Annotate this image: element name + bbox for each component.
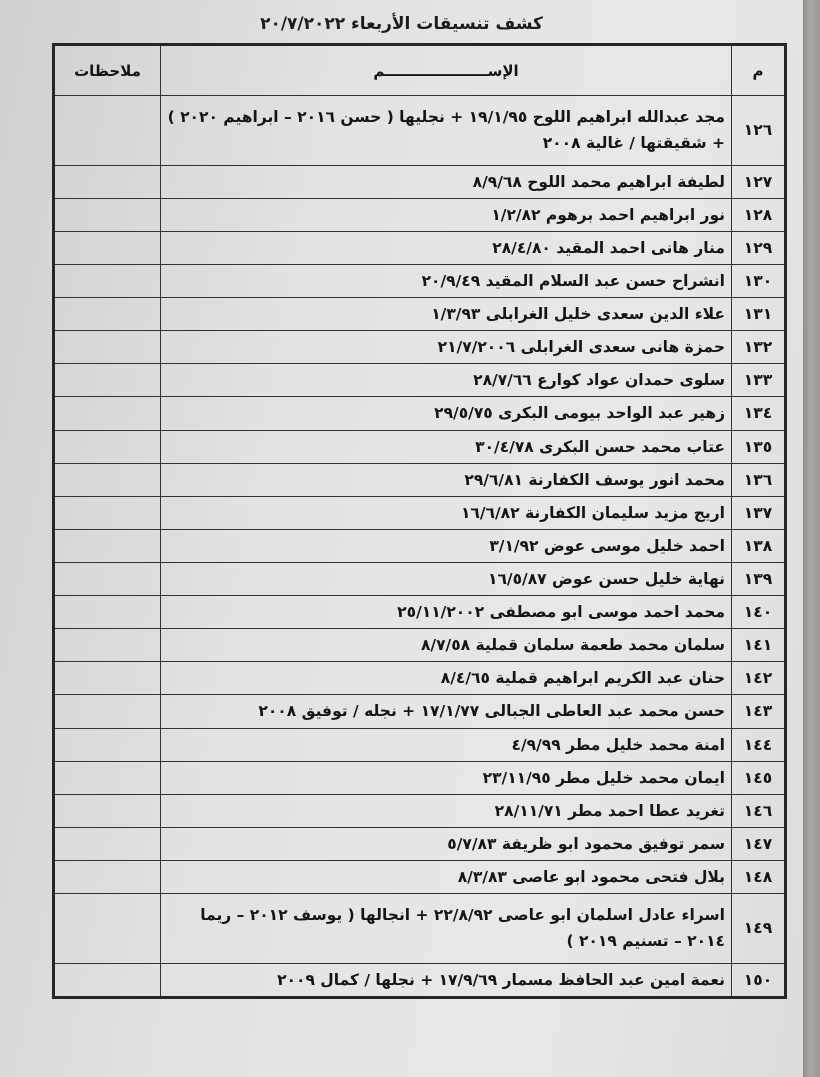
row-number: ١٤٢ xyxy=(732,662,786,695)
row-name: حنان عبد الكريم ابراهيم قملية ٨/٤/٦٥ xyxy=(161,662,732,695)
row-name: منار هانى احمد المقيد ٢٨/٤/٨٠ xyxy=(161,231,732,264)
row-name: مجد عبدالله ابراهيم اللوح ١٩/١/٩٥ + نجليها ( حسن ٢٠١٦ – ابراهيم ٢٠٢٠ ) + شقيقتها / غالية ٢٠٠٨ xyxy=(161,96,732,166)
header-notes: ملاحظات xyxy=(54,45,161,96)
table-row xyxy=(54,562,786,595)
row-number: ١٣٢ xyxy=(732,331,786,364)
row-notes xyxy=(54,662,161,695)
row-notes xyxy=(54,827,161,860)
row-number: ١٣٣ xyxy=(732,364,786,397)
row-number: ١٣١ xyxy=(732,298,786,331)
table-row xyxy=(54,231,786,264)
row-number: ١٤٩ xyxy=(732,894,786,964)
row-number: ١٣٠ xyxy=(732,264,786,297)
table-row xyxy=(54,529,786,562)
row-number: ١٣٥ xyxy=(732,430,786,463)
row-name: سلمان محمد طعمة سلمان قملية ٨/٧/٥٨ xyxy=(161,629,732,662)
document-title: كشف تنسيقات الأربعاء ٢٠/٧/٢٠٢٢ xyxy=(260,14,543,34)
row-notes xyxy=(54,264,161,297)
row-name: امنة محمد خليل مطر ٤/٩/٩٩ xyxy=(161,728,732,761)
row-number: ١٤١ xyxy=(732,629,786,662)
row-number: ١٥٠ xyxy=(732,963,786,997)
table-row xyxy=(54,963,786,997)
row-name: تغريد عطا احمد مطر ٢٨/١١/٧١ xyxy=(161,794,732,827)
table-row xyxy=(54,794,786,827)
table-row xyxy=(54,596,786,629)
row-notes xyxy=(54,463,161,496)
row-number: ١٤٤ xyxy=(732,728,786,761)
row-name: نهاية خليل حسن عوض ١٦/٥/٨٧ xyxy=(161,562,732,595)
row-notes xyxy=(54,165,161,198)
row-notes xyxy=(54,761,161,794)
row-name: احمد خليل موسى عوض ٣/١/٩٢ xyxy=(161,529,732,562)
row-number: ١٤٣ xyxy=(732,695,786,728)
row-number: ١٤٨ xyxy=(732,860,786,893)
row-number: ١٤٦ xyxy=(732,794,786,827)
table-row xyxy=(54,463,786,496)
row-name: ايمان محمد خليل مطر ٢٣/١١/٩٥ xyxy=(161,761,732,794)
row-name: علاء الدين سعدى خليل الغرابلى ١/٣/٩٣ xyxy=(161,298,732,331)
row-number: ١٣٨ xyxy=(732,529,786,562)
row-notes xyxy=(54,695,161,728)
table-header-row xyxy=(54,45,786,96)
row-number: ١٢٧ xyxy=(732,165,786,198)
row-notes xyxy=(54,198,161,231)
table-row xyxy=(54,860,786,893)
table-row xyxy=(54,662,786,695)
table-row xyxy=(54,198,786,231)
row-name: نعمة امين عبد الحافظ مسمار ١٧/٩/٦٩ + نجلها / كمال ٢٠٠٩ xyxy=(161,963,732,997)
row-name: محمد احمد موسى ابو مصطفى ٢٥/١١/٢٠٠٢ xyxy=(161,596,732,629)
table-row xyxy=(54,430,786,463)
row-number: ١٤٧ xyxy=(732,827,786,860)
row-name: نور ابراهيم احمد برهوم ١/٢/٨٢ xyxy=(161,198,732,231)
header-name: الإســــــــــــــــــــم xyxy=(161,45,732,96)
table-row xyxy=(54,695,786,728)
header-number: م xyxy=(732,45,786,96)
row-number: ١٣٤ xyxy=(732,397,786,430)
row-name: بلال فتحى محمود ابو عاصى ٨/٣/٨٣ xyxy=(161,860,732,893)
row-notes xyxy=(54,496,161,529)
table-row xyxy=(54,728,786,761)
row-name: لطيفة ابراهيم محمد اللوح ٨/٩/٦٨ xyxy=(161,165,732,198)
row-name: زهير عبد الواحد بيومى البكرى ٢٩/٥/٧٥ xyxy=(161,397,732,430)
row-name: اريج مزيد سليمان الكفارنة ١٦/٦/٨٢ xyxy=(161,496,732,529)
table-row xyxy=(54,331,786,364)
row-name: سلوى حمدان عواد كوارع ٢٨/٧/٦٦ xyxy=(161,364,732,397)
row-number: ١٢٨ xyxy=(732,198,786,231)
row-name: سمر توفيق محمود ابو ظريفة ٥/٧/٨٣ xyxy=(161,827,732,860)
row-notes xyxy=(54,860,161,893)
table-row xyxy=(54,761,786,794)
row-notes xyxy=(54,231,161,264)
row-notes xyxy=(54,331,161,364)
row-name: حمزة هانى سعدى الغرابلى ٢١/٧/٢٠٠٦ xyxy=(161,331,732,364)
row-notes xyxy=(54,96,161,166)
table-row xyxy=(54,165,786,198)
row-notes xyxy=(54,364,161,397)
row-notes xyxy=(54,596,161,629)
table-row xyxy=(54,397,786,430)
row-notes xyxy=(54,529,161,562)
row-notes xyxy=(54,794,161,827)
table-body xyxy=(54,96,786,998)
coordination-table xyxy=(52,43,787,999)
table-row xyxy=(54,96,786,166)
background-surface xyxy=(803,0,820,1077)
row-number: ١٣٧ xyxy=(732,496,786,529)
row-notes xyxy=(54,430,161,463)
row-name: حسن محمد عبد العاطى الجبالى ١٧/١/٧٧ + نجله / توفيق ٢٠٠٨ xyxy=(161,695,732,728)
row-notes xyxy=(54,397,161,430)
row-name: انشراح حسن عبد السلام المقيد ٢٠/٩/٤٩ xyxy=(161,264,732,297)
row-notes xyxy=(54,728,161,761)
table-row xyxy=(54,298,786,331)
row-notes xyxy=(54,562,161,595)
table-row xyxy=(54,364,786,397)
table-row xyxy=(54,894,786,964)
row-name: اسراء عادل اسلمان ابو عاصى ٢٢/٨/٩٢ + انجالها ( يوسف ٢٠١٢ – ريما ٢٠١٤ – تسنيم ٢٠١٩ ) xyxy=(161,894,732,964)
row-number: ١٤٥ xyxy=(732,761,786,794)
table-row xyxy=(54,264,786,297)
row-notes xyxy=(54,963,161,997)
row-notes xyxy=(54,629,161,662)
table-row xyxy=(54,629,786,662)
row-number: ١٤٠ xyxy=(732,596,786,629)
row-notes xyxy=(54,894,161,964)
row-notes xyxy=(54,298,161,331)
row-number: ١٣٩ xyxy=(732,562,786,595)
row-number: ١٢٩ xyxy=(732,231,786,264)
row-name: عتاب محمد حسن البكرى ٣٠/٤/٧٨ xyxy=(161,430,732,463)
table-row xyxy=(54,496,786,529)
row-name: محمد انور يوسف الكفارنة ٢٩/٦/٨١ xyxy=(161,463,732,496)
row-number: ١٢٦ xyxy=(732,96,786,166)
table-row xyxy=(54,827,786,860)
row-number: ١٣٦ xyxy=(732,463,786,496)
